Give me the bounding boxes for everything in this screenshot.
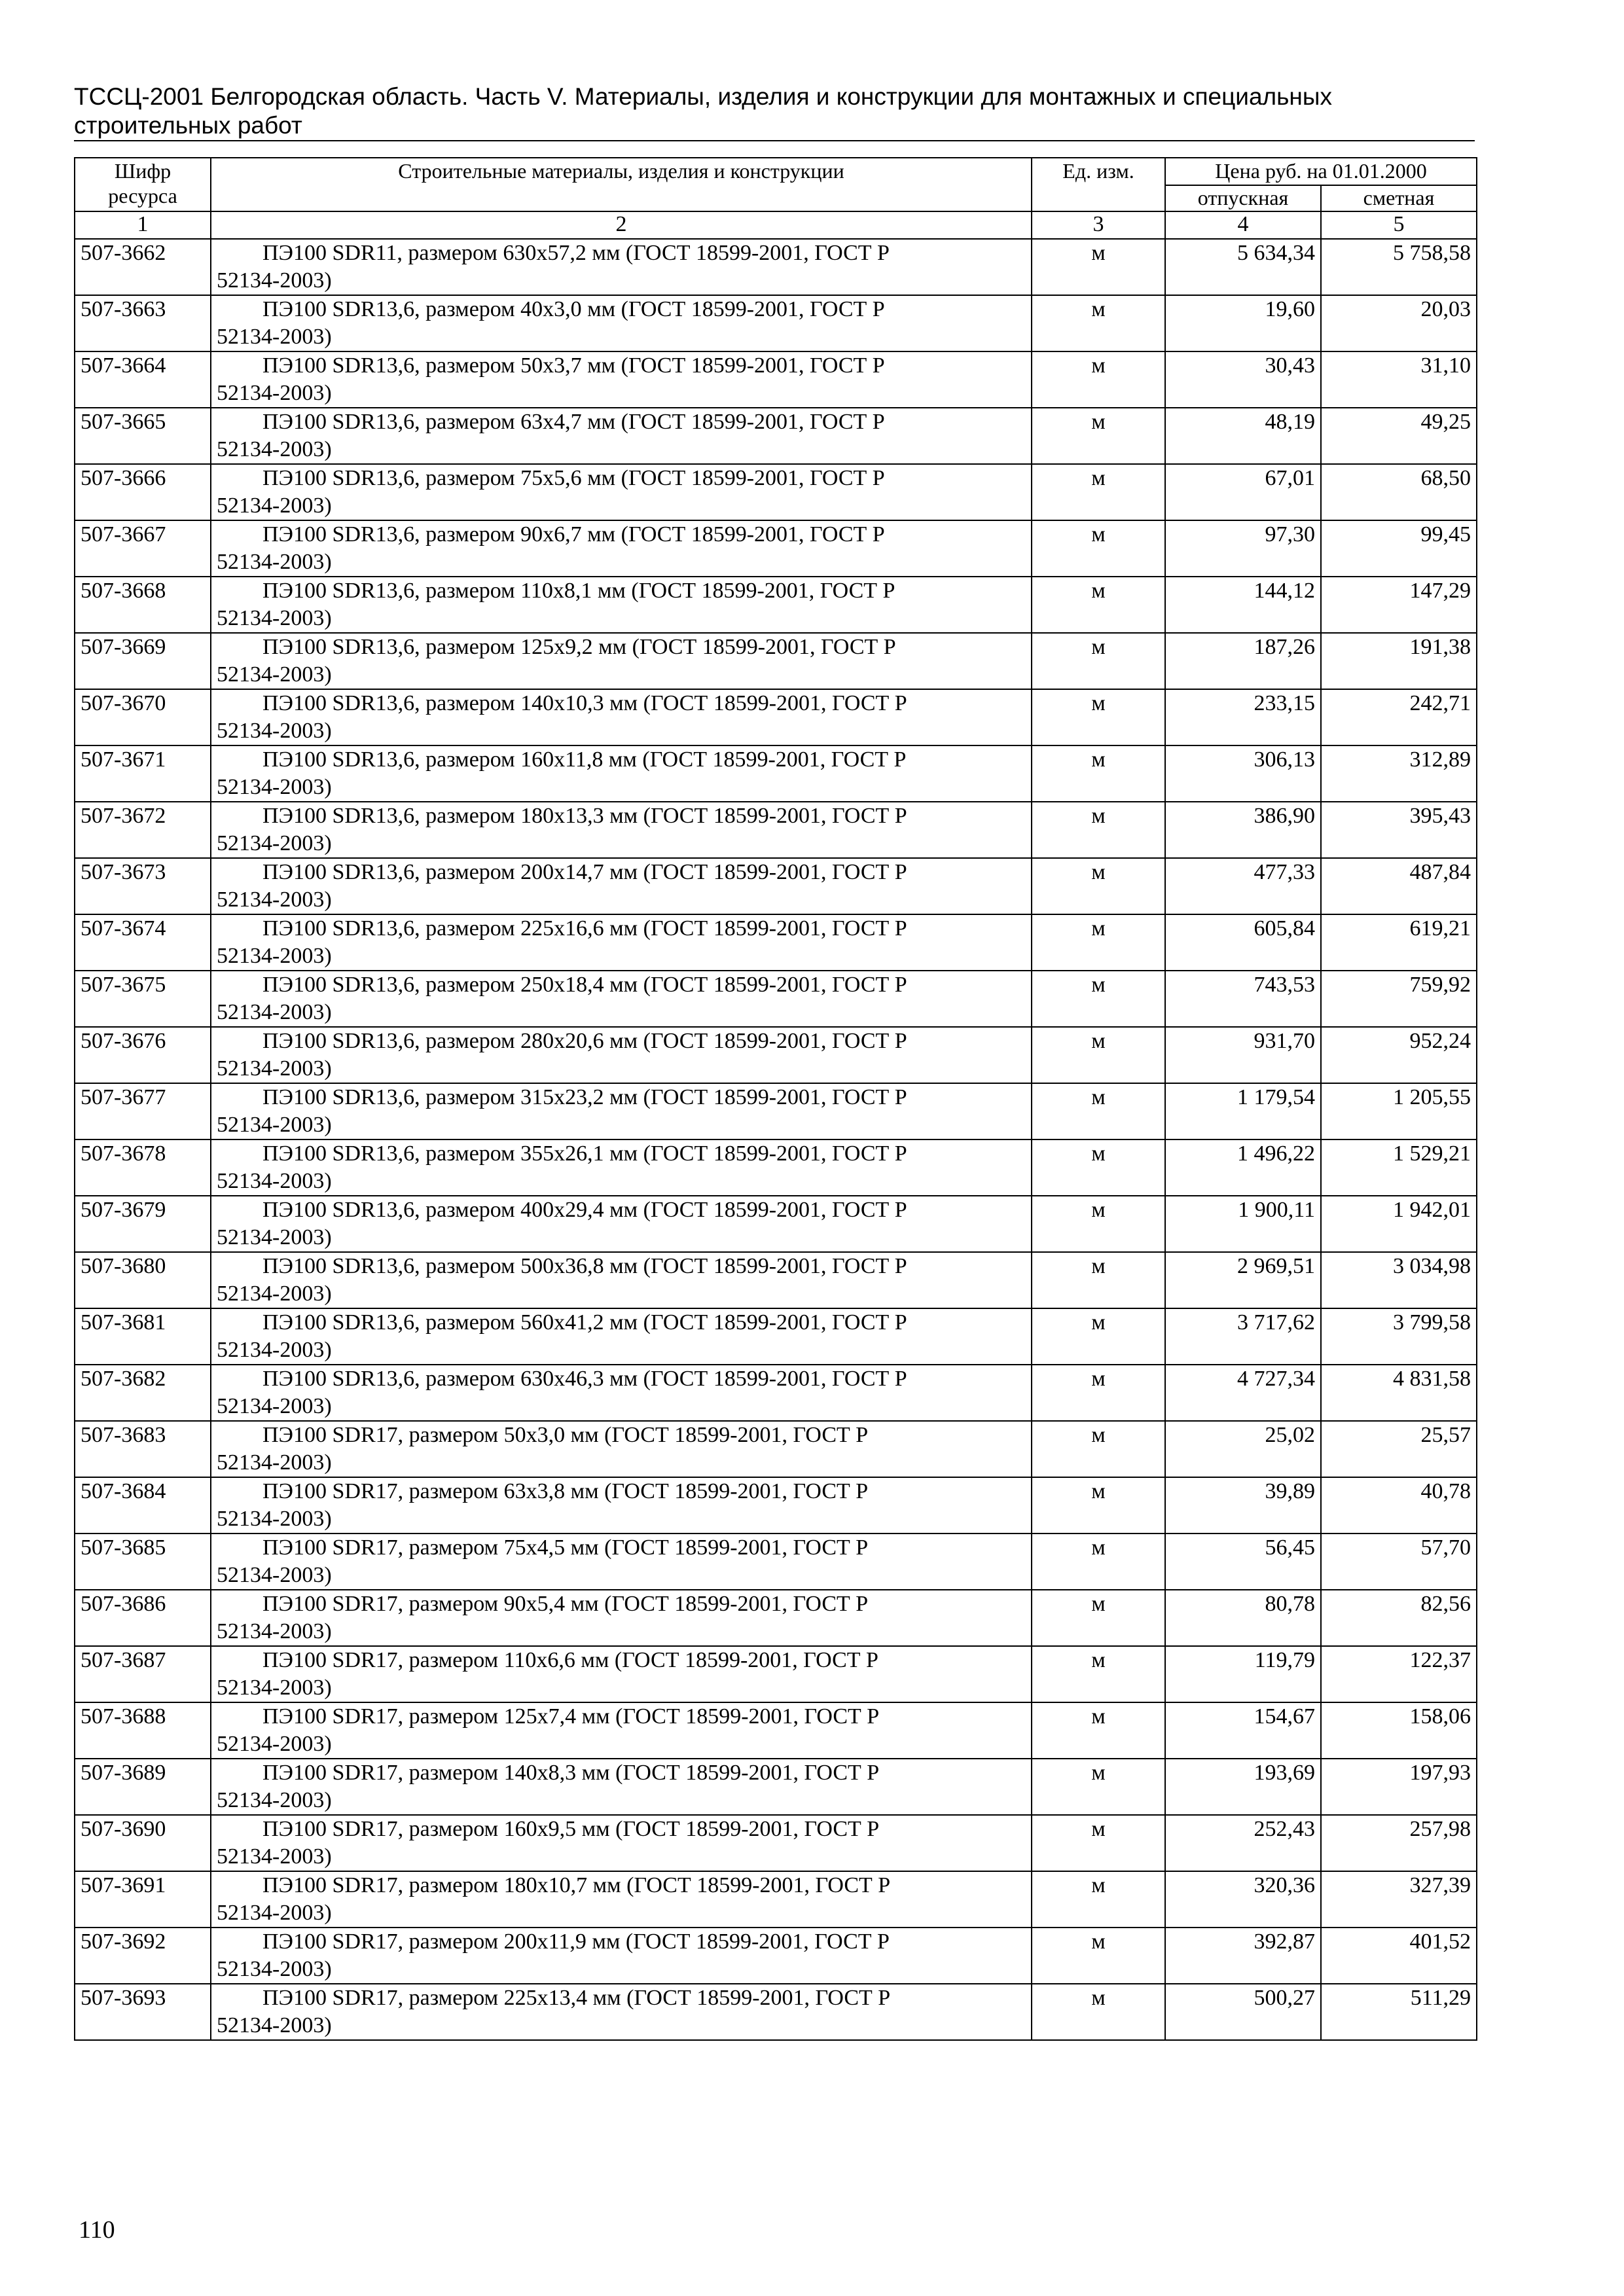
table-row [75, 295, 1477, 351]
description-line-1: ПЭ100 SDR13,6, размером 180х13,3 мм (ГОСТ 18599-2001, ГОСТ Р [262, 804, 907, 828]
material-description [211, 408, 1032, 464]
release-price: 233,15 [1165, 689, 1321, 745]
resource-code: 507-3688 [75, 1702, 211, 1759]
resource-code: 507-3691 [75, 1871, 211, 1928]
material-description [211, 1871, 1032, 1928]
description-line-2: 52134-2003) [217, 1282, 332, 1306]
estimate-price: 1 942,01 [1321, 1196, 1477, 1252]
resource-code: 507-3671 [75, 745, 211, 802]
resource-code: 507-3681 [75, 1308, 211, 1365]
table-row [75, 1815, 1477, 1871]
material-description [211, 1477, 1032, 1534]
unit: м [1032, 689, 1165, 745]
table-row [75, 1083, 1477, 1139]
description-line-2: 52134-2003) [217, 1788, 332, 1812]
description-line-2: 52134-2003) [217, 1901, 332, 1925]
unit: м [1032, 745, 1165, 802]
resource-code: 507-3668 [75, 577, 211, 633]
unit: м [1032, 1083, 1165, 1139]
unit: м [1032, 1646, 1165, 1702]
material-description [211, 1702, 1032, 1759]
table-row [75, 689, 1477, 745]
resource-code: 507-3669 [75, 633, 211, 689]
column-number-row [75, 211, 1477, 239]
column-header-price: Цена руб. на 01.01.2000 [1165, 158, 1477, 185]
material-description [211, 1083, 1032, 1139]
page-number: 110 [79, 2216, 115, 2244]
table-row [75, 633, 1477, 689]
estimate-price: 20,03 [1321, 295, 1477, 351]
resource-code: 507-3684 [75, 1477, 211, 1534]
resource-code: 507-3685 [75, 1534, 211, 1590]
unit: м [1032, 1702, 1165, 1759]
description-line-2: 52134-2003) [217, 325, 332, 349]
estimate-price: 122,37 [1321, 1646, 1477, 1702]
release-price: 386,90 [1165, 802, 1321, 858]
table-row [75, 520, 1477, 577]
table-row [75, 914, 1477, 971]
description-line-1: ПЭ100 SDR13,6, размером 630х46,3 мм (ГОСТ 18599-2001, ГОСТ Р [262, 1367, 907, 1391]
description-line-1: ПЭ100 SDR13,6, размером 225х16,6 мм (ГОСТ 18599-2001, ГОСТ Р [262, 916, 907, 941]
description-line-2: 52134-2003) [217, 606, 332, 630]
unit: м [1032, 1027, 1165, 1083]
unit: м [1032, 1421, 1165, 1477]
resource-code: 507-3679 [75, 1196, 211, 1252]
table-row [75, 1252, 1477, 1308]
unit: м [1032, 1139, 1165, 1196]
material-description [211, 1027, 1032, 1083]
release-price: 1 496,22 [1165, 1139, 1321, 1196]
table-row [75, 745, 1477, 802]
description-line-2: 52134-2003) [217, 1056, 332, 1081]
description-line-2: 52134-2003) [217, 1000, 332, 1024]
resource-code: 507-3665 [75, 408, 211, 464]
release-price: 2 969,51 [1165, 1252, 1321, 1308]
release-price: 80,78 [1165, 1590, 1321, 1646]
unit: м [1032, 1365, 1165, 1421]
price-table [74, 157, 1477, 2041]
column-number: 4 [1165, 211, 1321, 239]
estimate-price: 4 831,58 [1321, 1365, 1477, 1421]
estimate-price: 158,06 [1321, 1702, 1477, 1759]
description-line-2: 52134-2003) [217, 1507, 332, 1531]
resource-code: 507-3670 [75, 689, 211, 745]
estimate-price: 487,84 [1321, 858, 1477, 914]
release-price: 3 717,62 [1165, 1308, 1321, 1365]
description-line-1: ПЭ100 SDR17, размером 200х11,9 мм (ГОСТ 18599-2001, ГОСТ Р [262, 1929, 890, 1954]
unit: м [1032, 295, 1165, 351]
description-line-2: 52134-2003) [217, 831, 332, 855]
release-price: 187,26 [1165, 633, 1321, 689]
material-description [211, 858, 1032, 914]
release-price: 477,33 [1165, 858, 1321, 914]
table-row [75, 1871, 1477, 1928]
resource-code: 507-3672 [75, 802, 211, 858]
column-number: 1 [75, 211, 211, 239]
table-row [75, 1702, 1477, 1759]
material-description [211, 745, 1032, 802]
unit: м [1032, 351, 1165, 408]
estimate-price: 619,21 [1321, 914, 1477, 971]
estimate-price: 1 205,55 [1321, 1083, 1477, 1139]
estimate-price: 1 529,21 [1321, 1139, 1477, 1196]
description-line-1: ПЭ100 SDR13,6, размером 400х29,4 мм (ГОСТ 18599-2001, ГОСТ Р [262, 1198, 907, 1222]
material-description [211, 239, 1032, 295]
release-price: 19,60 [1165, 295, 1321, 351]
column-header-code: Шифр ресурса [75, 158, 211, 211]
unit: м [1032, 1590, 1165, 1646]
unit: м [1032, 577, 1165, 633]
release-price: 30,43 [1165, 351, 1321, 408]
description-line-1: ПЭ100 SDR17, размером 140х8,3 мм (ГОСТ 18599-2001, ГОСТ Р [262, 1761, 880, 1785]
column-number: 5 [1321, 211, 1477, 239]
description-line-1: ПЭ100 SDR17, размером 125х7,4 мм (ГОСТ 18599-2001, ГОСТ Р [262, 1704, 880, 1729]
material-description [211, 1646, 1032, 1702]
material-description [211, 689, 1032, 745]
table-row [75, 802, 1477, 858]
description-line-2: 52134-2003) [217, 1450, 332, 1475]
description-line-1: ПЭ100 SDR13,6, размером 560х41,2 мм (ГОСТ 18599-2001, ГОСТ Р [262, 1310, 907, 1335]
description-line-2: 52134-2003) [217, 1563, 332, 1587]
material-description [211, 464, 1032, 520]
table-row [75, 971, 1477, 1027]
unit: м [1032, 239, 1165, 295]
resource-code: 507-3667 [75, 520, 211, 577]
material-description [211, 1252, 1032, 1308]
description-line-1: ПЭ100 SDR13,6, размером 355х26,1 мм (ГОСТ 18599-2001, ГОСТ Р [262, 1141, 907, 1166]
resource-code: 507-3686 [75, 1590, 211, 1646]
resource-code: 507-3693 [75, 1984, 211, 2040]
description-line-2: 52134-2003) [217, 944, 332, 968]
unit: м [1032, 1196, 1165, 1252]
estimate-price: 395,43 [1321, 802, 1477, 858]
description-line-1: ПЭ100 SDR17, размером 90х5,4 мм (ГОСТ 18599-2001, ГОСТ Р [262, 1592, 869, 1616]
estimate-price: 147,29 [1321, 577, 1477, 633]
description-line-1: ПЭ100 SDR13,6, размером 140х10,3 мм (ГОСТ 18599-2001, ГОСТ Р [262, 691, 907, 715]
unit: м [1032, 1928, 1165, 1984]
release-price: 119,79 [1165, 1646, 1321, 1702]
table-row [75, 1928, 1477, 1984]
description-line-1: ПЭ100 SDR13,6, размером 50х3,7 мм (ГОСТ 18599-2001, ГОСТ Р [262, 353, 885, 378]
resource-code: 507-3680 [75, 1252, 211, 1308]
description-line-2: 52134-2003) [217, 1394, 332, 1418]
resource-code: 507-3692 [75, 1928, 211, 1984]
release-price: 605,84 [1165, 914, 1321, 971]
description-line-1: ПЭ100 SDR13,6, размером 40х3,0 мм (ГОСТ 18599-2001, ГОСТ Р [262, 297, 885, 321]
table-row [75, 408, 1477, 464]
table-row [75, 239, 1477, 295]
document-header [74, 82, 1475, 141]
description-line-2: 52134-2003) [217, 2013, 332, 2037]
release-price: 193,69 [1165, 1759, 1321, 1815]
description-line-1: ПЭ100 SDR17, размером 180х10,7 мм (ГОСТ 18599-2001, ГОСТ Р [262, 1873, 891, 1897]
description-line-2: 52134-2003) [217, 1169, 332, 1193]
release-price: 1 179,54 [1165, 1083, 1321, 1139]
resource-code: 507-3663 [75, 295, 211, 351]
header-line-1: ТССЦ-2001 Белгородская область. Часть V. Материалы, изделия и конструкции для монтажных и специальных [74, 83, 1332, 110]
release-price: 500,27 [1165, 1984, 1321, 2040]
unit: м [1032, 1477, 1165, 1534]
table-row [75, 464, 1477, 520]
material-description [211, 1815, 1032, 1871]
material-description [211, 971, 1032, 1027]
material-description [211, 633, 1032, 689]
column-header-estimate-price: сметная [1321, 185, 1477, 211]
description-line-2: 52134-2003) [217, 493, 332, 518]
estimate-price: 57,70 [1321, 1534, 1477, 1590]
unit: м [1032, 1871, 1165, 1928]
table-row [75, 1590, 1477, 1646]
resource-code: 507-3664 [75, 351, 211, 408]
description-line-1: ПЭ100 SDR17, размером 50х3,0 мм (ГОСТ 18599-2001, ГОСТ Р [262, 1423, 869, 1447]
resource-code: 507-3678 [75, 1139, 211, 1196]
description-line-2: 52134-2003) [217, 268, 332, 293]
table-row [75, 1477, 1477, 1534]
estimate-price: 82,56 [1321, 1590, 1477, 1646]
description-line-2: 52134-2003) [217, 381, 332, 405]
description-line-2: 52134-2003) [217, 775, 332, 799]
column-header-unit: Ед. изм. [1032, 158, 1165, 211]
unit: м [1032, 520, 1165, 577]
estimate-price: 49,25 [1321, 408, 1477, 464]
table-row [75, 1421, 1477, 1477]
unit: м [1032, 858, 1165, 914]
column-number: 3 [1032, 211, 1165, 239]
description-line-1: ПЭ100 SDR13,6, размером 63х4,7 мм (ГОСТ 18599-2001, ГОСТ Р [262, 410, 885, 434]
description-line-1: ПЭ100 SDR13,6, размером 200х14,7 мм (ГОСТ 18599-2001, ГОСТ Р [262, 860, 907, 884]
description-line-2: 52134-2003) [217, 437, 332, 461]
estimate-price: 401,52 [1321, 1928, 1477, 1984]
description-line-2: 52134-2003) [217, 1732, 332, 1756]
material-description [211, 1365, 1032, 1421]
material-description [211, 1759, 1032, 1815]
release-price: 4 727,34 [1165, 1365, 1321, 1421]
estimate-price: 191,38 [1321, 633, 1477, 689]
unit: м [1032, 408, 1165, 464]
release-price: 67,01 [1165, 464, 1321, 520]
release-price: 154,67 [1165, 1702, 1321, 1759]
material-description [211, 1139, 1032, 1196]
resource-code: 507-3677 [75, 1083, 211, 1139]
material-description [211, 295, 1032, 351]
description-line-1: ПЭ100 SDR13,6, размером 250х18,4 мм (ГОСТ 18599-2001, ГОСТ Р [262, 973, 907, 997]
resource-code: 507-3689 [75, 1759, 211, 1815]
estimate-price: 312,89 [1321, 745, 1477, 802]
description-line-2: 52134-2003) [217, 1844, 332, 1869]
material-description [211, 1984, 1032, 2040]
release-price: 97,30 [1165, 520, 1321, 577]
unit: м [1032, 914, 1165, 971]
release-price: 931,70 [1165, 1027, 1321, 1083]
description-line-2: 52134-2003) [217, 1338, 332, 1362]
description-line-1: ПЭ100 SDR13,6, размером 110х8,1 мм (ГОСТ 18599-2001, ГОСТ Р [262, 579, 895, 603]
table-row [75, 1308, 1477, 1365]
description-line-1: ПЭ100 SDR17, размером 75х4,5 мм (ГОСТ 18599-2001, ГОСТ Р [262, 1535, 869, 1560]
table-row [75, 858, 1477, 914]
estimate-price: 952,24 [1321, 1027, 1477, 1083]
description-line-1: ПЭ100 SDR13,6, размером 125х9,2 мм (ГОСТ 18599-2001, ГОСТ Р [262, 635, 896, 659]
release-price: 392,87 [1165, 1928, 1321, 1984]
table-row [75, 1027, 1477, 1083]
description-line-1: ПЭ100 SDR17, размером 160х9,5 мм (ГОСТ 18599-2001, ГОСТ Р [262, 1817, 880, 1841]
column-header-description: Строительные материалы, изделия и конструкции [211, 158, 1032, 211]
unit: м [1032, 464, 1165, 520]
resource-code: 507-3687 [75, 1646, 211, 1702]
release-price: 743,53 [1165, 971, 1321, 1027]
material-description [211, 520, 1032, 577]
release-price: 5 634,34 [1165, 239, 1321, 295]
resource-code: 507-3666 [75, 464, 211, 520]
estimate-price: 68,50 [1321, 464, 1477, 520]
resource-code: 507-3676 [75, 1027, 211, 1083]
material-description [211, 577, 1032, 633]
release-price: 252,43 [1165, 1815, 1321, 1871]
estimate-price: 327,39 [1321, 1871, 1477, 1928]
material-description [211, 802, 1032, 858]
estimate-price: 3 799,58 [1321, 1308, 1477, 1365]
estimate-price: 197,93 [1321, 1759, 1477, 1815]
unit: м [1032, 1252, 1165, 1308]
description-line-1: ПЭ100 SDR13,6, размером 75х5,6 мм (ГОСТ 18599-2001, ГОСТ Р [262, 466, 885, 490]
description-line-2: 52134-2003) [217, 1113, 332, 1137]
description-line-2: 52134-2003) [217, 550, 332, 574]
price-table-body [75, 239, 1477, 2040]
material-description [211, 1534, 1032, 1590]
column-number: 2 [211, 211, 1032, 239]
estimate-price: 242,71 [1321, 689, 1477, 745]
resource-code: 507-3683 [75, 1421, 211, 1477]
unit: м [1032, 1308, 1165, 1365]
description-line-2: 52134-2003) [217, 662, 332, 687]
unit: м [1032, 971, 1165, 1027]
unit: м [1032, 1984, 1165, 2040]
estimate-price: 40,78 [1321, 1477, 1477, 1534]
description-line-2: 52134-2003) [217, 888, 332, 912]
description-line-1: ПЭ100 SDR13,6, размером 90х6,7 мм (ГОСТ 18599-2001, ГОСТ Р [262, 522, 885, 547]
estimate-price: 3 034,98 [1321, 1252, 1477, 1308]
unit: м [1032, 633, 1165, 689]
table-row [75, 1984, 1477, 2040]
table-row [75, 1534, 1477, 1590]
release-price: 144,12 [1165, 577, 1321, 633]
table-row [75, 1646, 1477, 1702]
unit: м [1032, 802, 1165, 858]
material-description [211, 1196, 1032, 1252]
release-price: 48,19 [1165, 408, 1321, 464]
release-price: 39,89 [1165, 1477, 1321, 1534]
estimate-price: 511,29 [1321, 1984, 1477, 2040]
description-line-1: ПЭ100 SDR17, размером 63х3,8 мм (ГОСТ 18599-2001, ГОСТ Р [262, 1479, 869, 1503]
description-line-1: ПЭ100 SDR13,6, размером 500х36,8 мм (ГОСТ 18599-2001, ГОСТ Р [262, 1254, 907, 1278]
description-line-1: ПЭ100 SDR13,6, размером 315х23,2 мм (ГОСТ 18599-2001, ГОСТ Р [262, 1085, 907, 1109]
unit: м [1032, 1815, 1165, 1871]
material-description [211, 1590, 1032, 1646]
estimate-price: 759,92 [1321, 971, 1477, 1027]
estimate-price: 25,57 [1321, 1421, 1477, 1477]
description-line-2: 52134-2003) [217, 1225, 332, 1249]
header-line-2: строительных работ [74, 112, 302, 139]
release-price: 56,45 [1165, 1534, 1321, 1590]
description-line-1: ПЭ100 SDR11, размером 630х57,2 мм (ГОСТ 18599-2001, ГОСТ Р [262, 241, 890, 265]
description-line-1: ПЭ100 SDR17, размером 110х6,6 мм (ГОСТ 18599-2001, ГОСТ Р [262, 1648, 878, 1672]
table-row [75, 1139, 1477, 1196]
material-description [211, 1308, 1032, 1365]
estimate-price: 31,10 [1321, 351, 1477, 408]
description-line-2: 52134-2003) [217, 1676, 332, 1700]
description-line-1: ПЭ100 SDR17, размером 225х13,4 мм (ГОСТ 18599-2001, ГОСТ Р [262, 1986, 891, 2010]
resource-code: 507-3682 [75, 1365, 211, 1421]
resource-code: 507-3662 [75, 239, 211, 295]
unit: м [1032, 1534, 1165, 1590]
resource-code: 507-3675 [75, 971, 211, 1027]
material-description [211, 351, 1032, 408]
description-line-2: 52134-2003) [217, 1957, 332, 1981]
release-price: 25,02 [1165, 1421, 1321, 1477]
table-row [75, 1196, 1477, 1252]
resource-code: 507-3673 [75, 858, 211, 914]
description-line-2: 52134-2003) [217, 719, 332, 743]
estimate-price: 257,98 [1321, 1815, 1477, 1871]
table-row [75, 351, 1477, 408]
description-line-1: ПЭ100 SDR13,6, размером 280х20,6 мм (ГОСТ 18599-2001, ГОСТ Р [262, 1029, 907, 1053]
description-line-1: ПЭ100 SDR13,6, размером 160х11,8 мм (ГОСТ 18599-2001, ГОСТ Р [262, 747, 907, 772]
estimate-price: 5 758,58 [1321, 239, 1477, 295]
table-row [75, 1365, 1477, 1421]
release-price: 1 900,11 [1165, 1196, 1321, 1252]
material-description [211, 1421, 1032, 1477]
material-description [211, 1928, 1032, 1984]
release-price: 306,13 [1165, 745, 1321, 802]
unit: м [1032, 1759, 1165, 1815]
resource-code: 507-3674 [75, 914, 211, 971]
material-description [211, 914, 1032, 971]
table-row [75, 1759, 1477, 1815]
table-row [75, 577, 1477, 633]
estimate-price: 99,45 [1321, 520, 1477, 577]
column-header-release-price: отпускная [1165, 185, 1321, 211]
release-price: 320,36 [1165, 1871, 1321, 1928]
resource-code: 507-3690 [75, 1815, 211, 1871]
description-line-2: 52134-2003) [217, 1619, 332, 1643]
